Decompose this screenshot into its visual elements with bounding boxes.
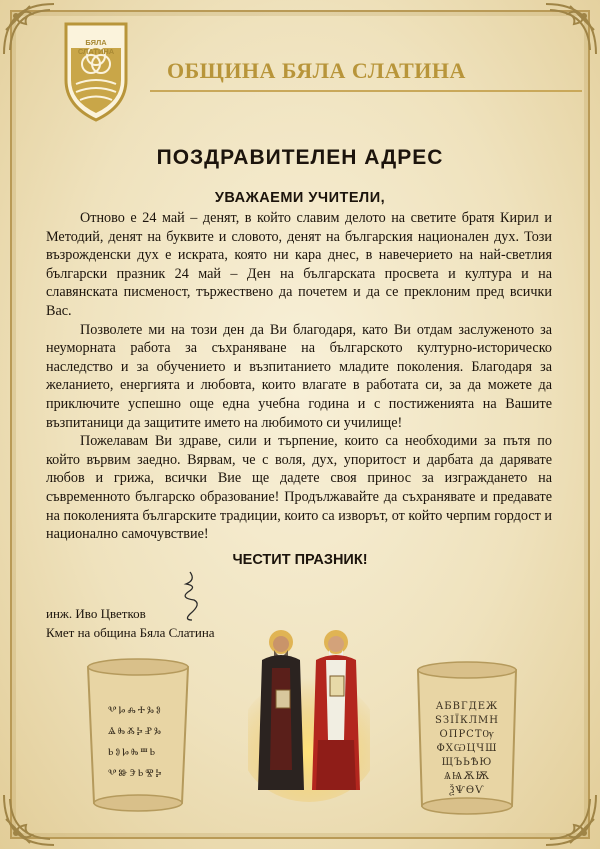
header-divider — [150, 90, 582, 92]
ornament-corner-bottom-left — [0, 791, 58, 849]
glyph-line: ѮѰѲѴ — [449, 785, 485, 796]
glyph-line: ЅЗІЇКЛМН — [434, 715, 500, 726]
scroll-right — [408, 658, 526, 818]
municipality-crest-icon — [62, 18, 130, 122]
signer-block — [46, 604, 215, 642]
glyph-line: ФХѠЦЧШ — [436, 743, 498, 754]
paragraph: Пожелавам Ви здраве, сили и търпение, които са необходими за пътя по който вървим заедно. Вярвам, че с воля, дух, упоритост и дарбата да дарявате любов и грижа, всички Вие ще дадете своя принос за изграждането на съвременното българско образование! Продължавайте да съхранявате и предавате на поколенията българските традиции, които са изворът, от който черпим гордост и национално самочувствие! — [46, 433, 552, 543]
glyph-line: ⰓⰑⰘⰈⰞⰓ — [108, 747, 158, 758]
glyph-line: ⰂⰖⰅⰓⰊⰍ — [108, 768, 164, 779]
closing-greeting: ЧЕСТИТ ПРАЗНИК! — [232, 552, 368, 568]
signer-position: Кмет на община Бяла Слатина — [46, 625, 215, 640]
ornament-corner-bottom-right — [542, 791, 600, 849]
saints-cyril-methodius-image — [248, 620, 370, 802]
ornament-corner-top-right — [542, 0, 600, 58]
municipality-name: ОБЩИНА БЯЛА СЛАТИНА — [167, 58, 466, 83]
glyph-line: ⰂⰘⰎⰀⰃⰑ — [108, 705, 163, 716]
ornament-corner-top-left — [0, 0, 58, 58]
glyph-line: ѦѨѪѬ — [443, 771, 491, 782]
paragraph: Позволете ми на този ден да Ви благодаря, като Ви отдам заслуженото за неуморната работа за съхраняване на българското културно-историческо наследство и за обучението и възпитанието младите поколения. Благодаря за желанието, енергията и любовта, които влагате в работата си, за да можете да приключите успешно още една учебна година и с постиженията на Вашите възпитаници да защитите името на любимото си училище! — [46, 321, 552, 431]
salutation: УВАЖАЕМИ УЧИТЕЛИ, — [214, 190, 386, 206]
scroll-left — [78, 655, 198, 815]
glyph-line: ЩЪЬѢЮ — [441, 757, 493, 768]
glyph-line: АБВГДЕЖ — [435, 701, 499, 712]
header — [62, 18, 532, 128]
glyph-line: ⰡⰈⰆⰍⰐⰃ — [108, 726, 163, 737]
document-title: ПОЗДРАВИТЕЛЕН АДРЕС — [156, 146, 444, 169]
signer-name: инж. Иво Цветков — [46, 606, 146, 621]
glyph-line: ОПРСТѸ — [439, 729, 495, 740]
paragraph: Отново е 24 май – денят, в който славим делото на светите братя Кирил и Методий, денят на буквите и словото, денят на българския национален дух. Този възрожденски дух е искрата, която ни кара днес, в навечерието на най-светлия български празник 24 май – Ден на българската просвета и култура и на славянската писменост, тържествено да почетем и да се преклоним пред всички Вас. — [46, 210, 552, 319]
logo-text: БЯЛА СЛАТИНА — [77, 38, 115, 56]
glagolitic-text — [108, 700, 188, 784]
cyrillic-alphabet-text — [426, 700, 508, 798]
letter-body — [46, 209, 552, 544]
